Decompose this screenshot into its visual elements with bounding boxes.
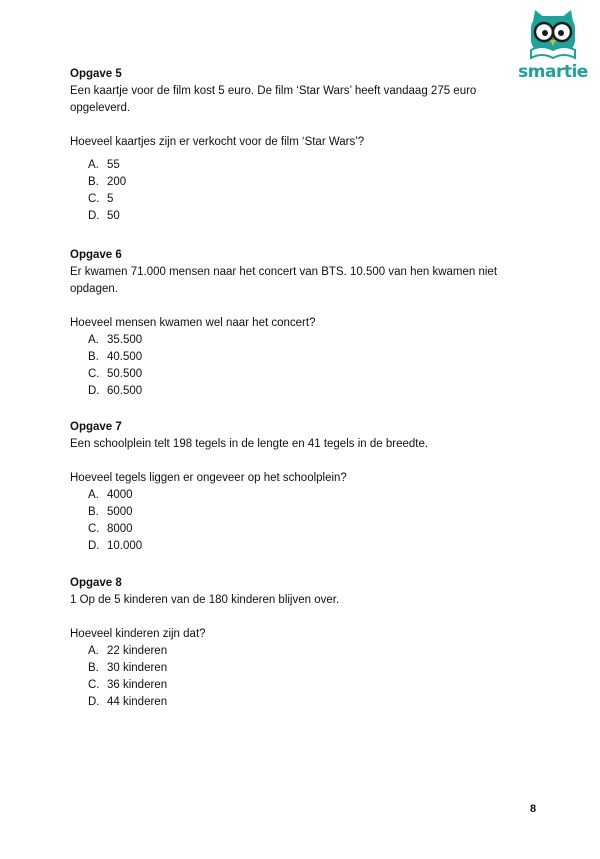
logo-wordmark: smartie [518,62,588,82]
option-value: 30 kinderen [107,662,168,674]
question-title: Opgave 7 [70,421,122,433]
option-value: 35.500 [107,334,143,346]
answer-option [88,383,510,400]
option-letter: A. [88,159,99,171]
question-title: Opgave 8 [70,577,122,589]
option-value: 200 [107,176,127,188]
answer-options [70,487,510,555]
answer-option [88,157,510,174]
question-ask: Hoeveel kaartjes zijn er verkocht voor de film ‘Star Wars’? [70,136,365,148]
answer-options [70,643,510,711]
question-ask: Hoeveel kinderen zijn dat? [70,628,206,640]
answer-option [88,174,510,191]
answer-options [70,157,510,225]
answer-option [88,677,510,694]
option-letter: C. [88,368,100,380]
option-value: 4000 [107,489,133,501]
option-letter: A. [88,334,99,346]
answer-option [88,332,510,349]
question-title: Opgave 6 [70,249,122,261]
question-ask: Hoeveel mensen kwamen wel naar het concert? [70,317,316,329]
owl-icon [525,10,581,60]
answer-option [88,208,510,225]
question-text: Een kaartje voor de film kost 5 euro. De film ‘Star Wars’ heeft vandaag 275 euro opgeleverd. [70,85,477,114]
option-letter: D. [88,540,100,552]
option-letter: A. [88,489,99,501]
answer-option [88,366,510,383]
answer-option [88,487,510,504]
question-block [70,575,510,711]
answer-option [88,694,510,711]
question-ask: Hoeveel tegels liggen er ongeveer op het schoolplein? [70,472,347,484]
smartie-logo [517,10,589,82]
option-value: 40.500 [107,351,143,363]
question-text: 1 Op de 5 kinderen van de 180 kinderen blijven over. [70,594,340,606]
option-letter: C. [88,523,100,535]
option-value: 50 [107,210,120,222]
option-value: 10.000 [107,540,143,552]
option-letter: B. [88,351,99,363]
answer-option [88,504,510,521]
question-block [70,247,510,400]
answer-option [88,660,510,677]
option-value: 60.500 [107,385,143,397]
option-value: 55 [107,159,120,171]
option-letter: B. [88,176,99,188]
option-letter: C. [88,679,100,691]
option-value: 36 kinderen [107,679,168,691]
option-value: 44 kinderen [107,696,168,708]
option-value: 8000 [107,523,133,535]
question-block [70,66,510,225]
option-value: 22 kinderen [107,645,168,657]
option-value: 5000 [107,506,133,518]
question-text: Er kwamen 71.000 mensen naar het concert van BTS. 10.500 van hen kwamen niet opdagen. [70,266,498,295]
option-letter: D. [88,385,100,397]
answer-option [88,521,510,538]
option-value: 50.500 [107,368,143,380]
answer-option [88,191,510,208]
question-block [70,419,510,555]
page-number: 8 [530,803,537,815]
option-letter: B. [88,506,99,518]
option-letter: D. [88,210,100,222]
question-title: Opgave 5 [70,68,122,80]
option-letter: D. [88,696,100,708]
answer-option [88,643,510,660]
option-letter: A. [88,645,99,657]
option-value: 5 [107,193,114,205]
option-letter: B. [88,662,99,674]
answer-options [70,332,510,400]
answer-option [88,538,510,555]
answer-option [88,349,510,366]
question-text: Een schoolplein telt 198 tegels in de lengte en 41 tegels in de breedte. [70,438,429,450]
option-letter: C. [88,193,100,205]
